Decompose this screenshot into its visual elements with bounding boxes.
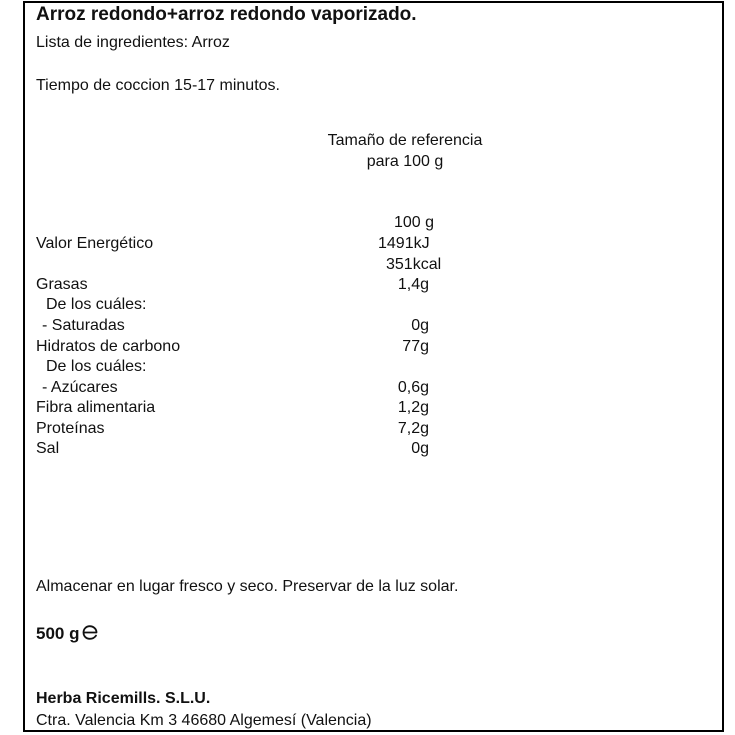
nutrient-label-fat: Grasas [36,276,88,293]
product-title: Arroz redondo+arroz redondo vaporizado. [36,4,417,25]
energy-kj: 1491kJ [378,235,430,252]
nutrient-label-saturates: - Saturadas [42,317,125,334]
nutrient-label-carbohydrates: Hidratos de carbono [36,338,181,355]
reference-size-line1: Tamaño de referencia [327,132,483,149]
nutrient-value-salt: 0g [411,440,429,457]
net-weight-value: 500 g [36,624,80,643]
storage-instructions: Almacenar en lugar fresco y seco. Preservar de la luz solar. [36,578,459,595]
nutrient-value-fibre: 1,2g [397,399,429,416]
nutrient-label-of-which-fat: De los cuáles: [46,296,147,313]
nutrient-label-fibre: Fibra alimentaria [36,399,156,416]
nutrient-label-protein: Proteínas [36,420,105,437]
e-mark-icon [81,624,99,645]
nutrient-label-of-which-carbs: De los cuáles: [46,358,147,375]
nutrient-label-salt: Sal [36,440,60,457]
nutrition-column-header: 100 g [393,214,434,231]
reference-size-line2: para 100 g [366,153,444,170]
nutrient-value-protein: 7,2g [397,420,429,437]
nutrient-label-sugars: - Azúcares [42,379,118,396]
company-address: Ctra. Valencia Km 3 46680 Algemesí (Valencia) [36,712,372,729]
nutrient-value-saturates: 0g [411,317,429,334]
cooking-time: Tiempo de coccion 15-17 minutos. [36,77,280,94]
net-weight [36,624,99,645]
nutrient-value-carbohydrates: 77g [402,338,429,355]
nutrient-value-sugars: 0,6g [397,379,429,396]
company-name: Herba Ricemills. S.L.U. [36,690,211,707]
nutrient-value-fat: 1,4g [397,276,429,293]
ingredients-list: Lista de ingredientes: Arroz [36,34,230,51]
energy-kcal: 351kcal [386,256,442,273]
energy-label: Valor Energético [36,235,154,252]
